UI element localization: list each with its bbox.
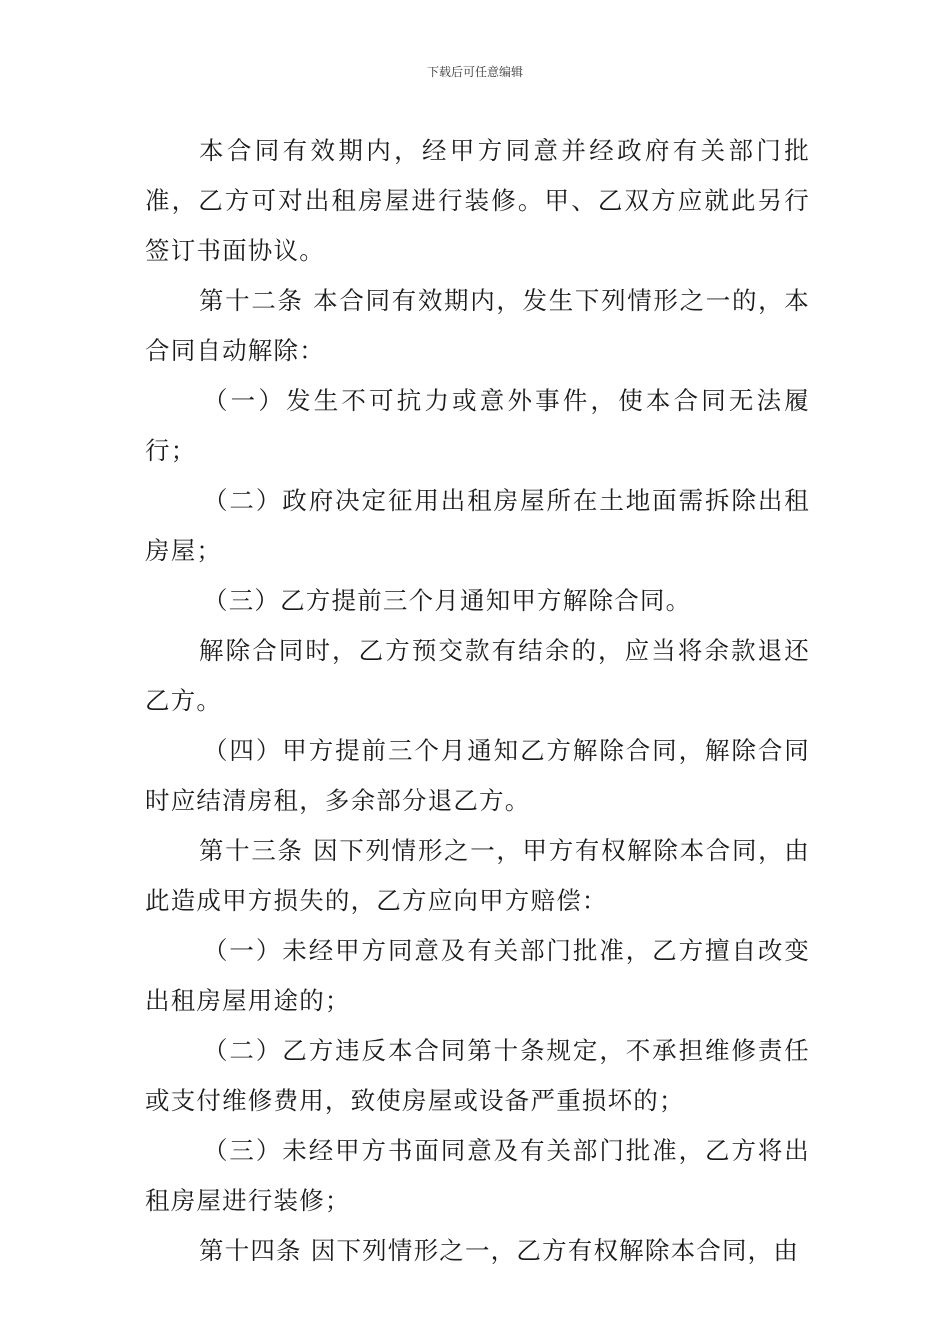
page-header-note: 下载后可任意编辑 [426,65,523,79]
paragraph-article-12-item-4: （四）甲方提前三个月通知乙方解除合同，解除合同时应结清房租，多余部分退乙方。 [145,736,810,815]
paragraph-article-13-item-2: （二）乙方违反本合同第十条规定，不承担维修责任或支付维修费用，致使房屋或设备严重损坏的； [145,1036,810,1115]
paragraph-article-13-item-1: （一）未经甲方同意及有关部门批准，乙方擅自改变出租房屋用途的； [145,936,810,1015]
paragraph-article-12: 第十二条 本合同有效期内，发生下列情形之一的，本合同自动解除： [145,286,810,365]
paragraph-renovation: 本合同有效期内，经甲方同意并经政府有关部门批准，乙方可对出租房屋进行装修。甲、乙双方应就此另行签订书面协议。 [145,136,810,265]
paragraph-article-12-item-3: （三）乙方提前三个月通知甲方解除合同。 [203,586,692,615]
paragraph-article-12-item-1: （一）发生不可抗力或意外事件，使本合同无法履行； [145,386,810,465]
paragraph-article-13-item-3: （三）未经甲方书面同意及有关部门批准，乙方将出租房屋进行装修； [145,1136,810,1215]
paragraph-article-13: 第十三条 因下列情形之一，甲方有权解除本合同，由此造成甲方损失的，乙方应向甲方赔偿： [145,836,810,915]
paragraph-article-14: 第十四条 因下列情形之一，乙方有权解除本合同，由 [199,1236,800,1265]
paragraph-article-12-item-2: （二）政府决定征用出租房屋所在土地面需拆除出租房屋； [145,486,810,565]
document-body [145,126,810,1276]
paragraph-termination-refund: 解除合同时，乙方预交款有结余的，应当将余款退还乙方。 [145,636,810,715]
